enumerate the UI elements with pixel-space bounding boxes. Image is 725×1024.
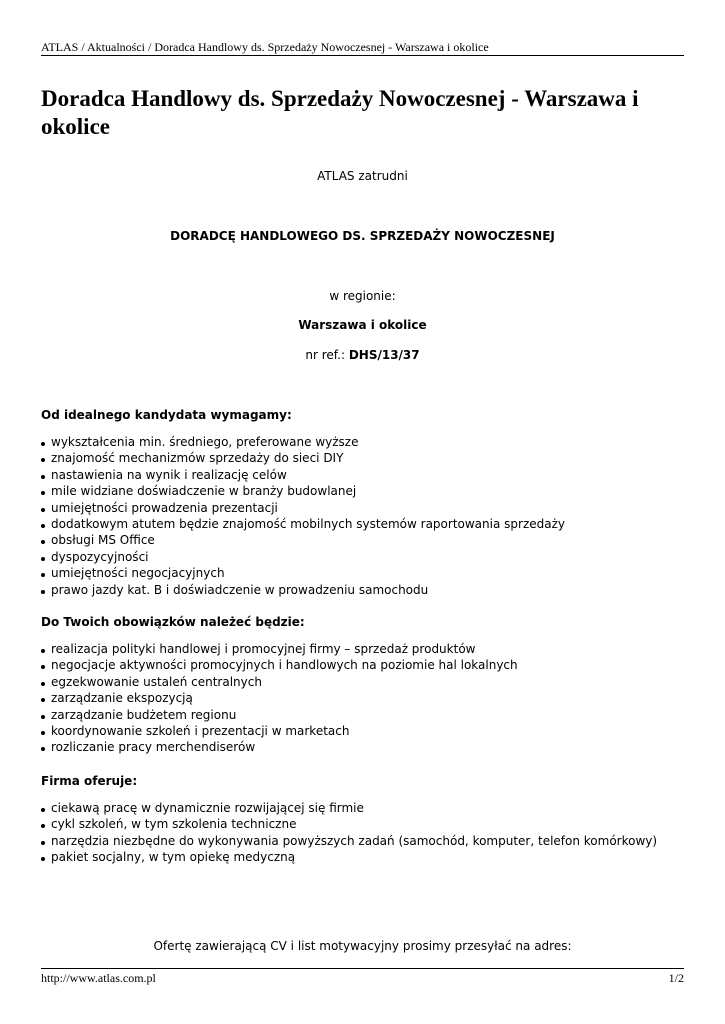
offer-list xyxy=(41,800,657,866)
region-value: Warszawa i okolice xyxy=(298,318,427,332)
list-item: dodatkowym atutem będzie znajomość mobilnych systemów raportowania sprzedaży xyxy=(41,516,565,532)
footer-url-link[interactable]: http://www.atlas.com.pl xyxy=(41,971,156,985)
list-item: cykl szkoleń, w tym szkolenia techniczne xyxy=(41,816,657,832)
list-item: rozliczanie pracy merchendiserów xyxy=(41,739,518,755)
region-label: w regionie: xyxy=(329,289,396,303)
page-title: Doradca Handlowy ds. Sprzedaży Nowoczesnej - Warszawa i okolice xyxy=(41,86,639,139)
header-divider xyxy=(41,55,684,56)
list-item: zarządzanie budżetem regionu xyxy=(41,707,518,723)
list-item: znajomość mechanizmów sprzedaży do sieci DIY xyxy=(41,450,565,466)
duties-list xyxy=(41,641,518,756)
list-item: zarządzanie ekspozycją xyxy=(41,690,518,706)
offer-heading: Firma oferuje: xyxy=(41,774,138,788)
list-item: negocjacje aktywności promocyjnych i handlowych na poziomie hal lokalnych xyxy=(41,657,518,673)
page-number: 1/2 xyxy=(668,971,684,985)
list-item: koordynowanie szkoleń i prezentacji w marketach xyxy=(41,723,518,739)
duties-heading: Do Twoich obowiązków należeć będzie: xyxy=(41,615,305,629)
list-item: dyspozycyjności xyxy=(41,549,565,565)
closing-text: Ofertę zawierającą CV i list motywacyjny prosimy przesyłać na adres: xyxy=(153,939,572,953)
requirements-list xyxy=(41,434,565,598)
list-item: nastawienia na wynik i realizację celów xyxy=(41,467,565,483)
list-item: egzekwowanie ustaleń centralnych xyxy=(41,674,518,690)
list-item: mile widziane doświadczenie w branży budowlanej xyxy=(41,483,565,499)
list-item: narzędzia niezbędne do wykonywania powyższych zadań (samochód, komputer, telefon komórkowy) xyxy=(41,833,657,849)
employer-text: ATLAS zatrudni xyxy=(317,169,408,183)
reference-label: nr ref.: xyxy=(305,348,349,362)
position-title: DORADCĘ HANDLOWEGO DS. SPRZEDAŻY NOWOCZESNEJ xyxy=(170,229,555,243)
list-item: umiejętności prowadzenia prezentacji xyxy=(41,500,565,516)
list-item: prawo jazdy kat. B i doświadczenie w prowadzeniu samochodu xyxy=(41,582,565,598)
list-item: umiejętności negocjacyjnych xyxy=(41,565,565,581)
footer-divider xyxy=(41,968,684,969)
reference-number: DHS/13/37 xyxy=(348,348,420,362)
list-item: pakiet socjalny, w tym opiekę medyczną xyxy=(41,849,657,865)
list-item: ciekawą pracę w dynamicznie rozwijającej się firmie xyxy=(41,800,657,816)
list-item: wykształcenia min. średniego, preferowane wyższe xyxy=(41,434,565,450)
requirements-heading: Od idealnego kandydata wymagamy: xyxy=(41,408,292,422)
list-item: obsługi MS Office xyxy=(41,532,565,548)
list-item: realizacja polityki handlowej i promocyjnej firmy – sprzedaż produktów xyxy=(41,641,518,657)
reference-line xyxy=(41,348,684,362)
breadcrumb: ATLAS / Aktualności / Doradca Handlowy ds. Sprzedaży Nowoczesnej - Warszawa i okolice xyxy=(41,40,489,54)
